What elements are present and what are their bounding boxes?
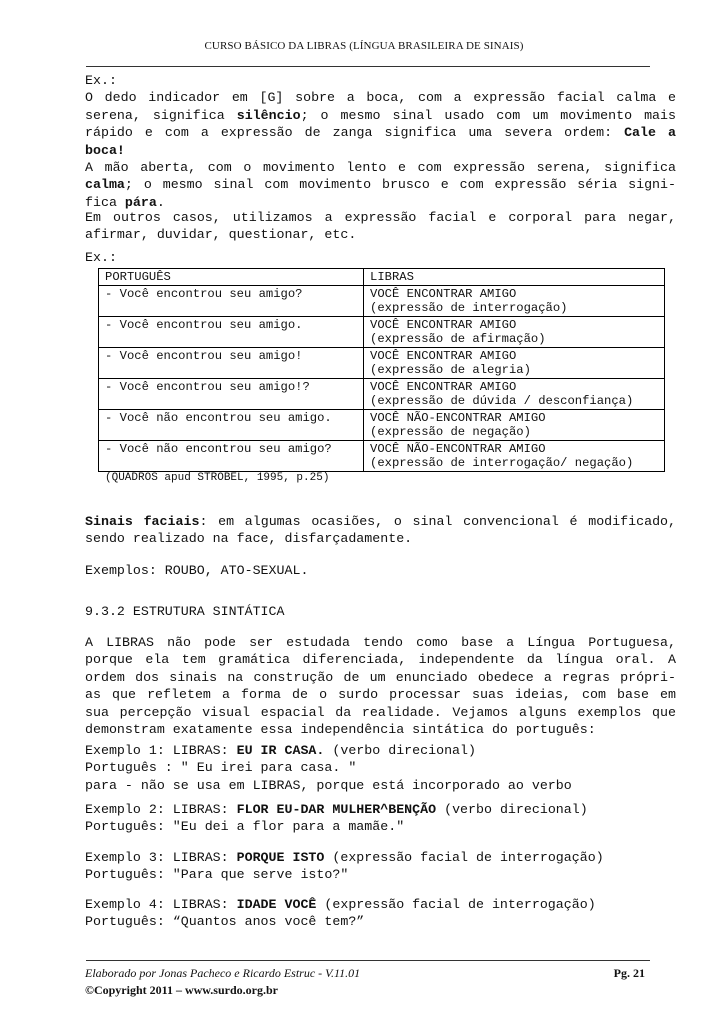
libras-cell: VOCÊ ENCONTRAR AMIGO (expressão de dúvida / desconfiança) (364, 379, 665, 410)
text-line: afirmar, duvidar, questionar, etc. (85, 227, 357, 243)
emphasis: silêncio (236, 107, 301, 123)
example-3: Exemplo 3: LIBRAS: PORQUE ISTO (expressão facial de interrogação) Português: "Para que serve isto?" (85, 850, 604, 883)
paragraph-exemplos (85, 562, 676, 579)
portugues-cell: - Você não encontrou seu amigo. (99, 410, 364, 441)
portugues-cell: - Você não encontrou seu amigo? (99, 441, 364, 472)
header-rule (86, 66, 650, 67)
text-line: fica pára. (85, 194, 165, 210)
table-row (99, 410, 665, 441)
portugues-cell: - Você encontrou seu amigo. (99, 317, 364, 348)
libras-cell: VOCÊ NÃO-ENCONTRAR AMIGO (expressão de negação) (364, 410, 665, 441)
libras-gloss: FLOR EU-DAR MULHER^BENÇÃO (236, 802, 437, 817)
text-line: porque ela tem gramática diferenciada, independente da língua oral. A (85, 652, 676, 668)
emphasis: Cale a (624, 125, 676, 141)
table-row (99, 286, 665, 317)
libras-cell: VOCÊ NÃO-ENCONTRAR AMIGO (expressão de interrogação/ negação) (364, 441, 665, 472)
emphasis: pára (124, 194, 157, 210)
emphasis: calma (85, 177, 125, 193)
emphasis: boca! (85, 142, 125, 158)
portugues-cell: - Você encontrou seu amigo!? (99, 379, 364, 410)
footer-credit: Elaborado por Jonas Pacheco e Ricardo Estruc - V.11.01 (85, 966, 361, 980)
paragraph-sinais-faciais (85, 513, 676, 548)
expression-table (98, 268, 665, 472)
example-1: Exemplo 1: LIBRAS: EU IR CASA. (verbo direcional) Português : " Eu irei para casa. " para - não se usa em LIBRAS, porque está incorporado ao verbo (85, 743, 572, 793)
libras-cell: VOCÊ ENCONTRAR AMIGO (expressão de afirmação) (364, 317, 665, 348)
libras-gloss: PORQUE ISTO (236, 850, 325, 865)
text-line: as que refletem a forma de o surdo processar suas ideias, com base em (85, 687, 676, 703)
example-2: Exemplo 2: LIBRAS: FLOR EU-DAR MULHER^BENÇÃO (verbo direcional) Português: "Eu dei a flor para a mamãe." (85, 802, 588, 835)
paragraph-estrutura (85, 634, 676, 738)
text-line: demonstram exatamente essa independência sintática do português: (85, 722, 596, 738)
libras-cell: VOCÊ ENCONTRAR AMIGO (expressão de alegria) (364, 348, 665, 379)
text-line: O dedo indicador em [G] sobre a boca, com a expressão facial calma e (85, 90, 676, 106)
emphasis: Sinais faciais (85, 514, 200, 529)
paragraph-ex (85, 249, 676, 266)
text-line: Exemplos: ROUBO, ATO-SEXUAL. (85, 563, 309, 578)
ex-label: Ex.: (85, 73, 117, 88)
ex-label: Ex.: (85, 250, 117, 265)
table-row (99, 348, 665, 379)
example-4: Exemplo 4: LIBRAS: IDADE VOCÊ (expressão facial de interrogação) Português: “Quantos anos você tem?” (85, 897, 596, 930)
table-header-row (99, 269, 665, 286)
table-citation: (QUADROS apud STROBEL, 1995, p.25) (105, 472, 330, 484)
text-line: calma; o mesmo sinal com movimento brusco e com expressão séria signi- (85, 177, 676, 193)
column-header-libras: LIBRAS (364, 269, 665, 286)
libras-cell: VOCÊ ENCONTRAR AMIGO (expressão de interrogação) (364, 286, 665, 317)
text-line: serena, significa silêncio; o mesmo sinal usado com um movimento mais (85, 107, 676, 123)
portugues-cell: - Você encontrou seu amigo? (99, 286, 364, 317)
text-line: Sinais faciais: em algumas ocasiões, o sinal convencional é modificado, (85, 514, 677, 529)
table-row (99, 317, 665, 348)
footer-copyright: ©Copyright 2011 – www.surdo.org.br (85, 983, 278, 997)
page-header: CURSO BÁSICO DA LIBRAS (LÍNGUA BRASILEIRA DE SINAIS) (204, 40, 524, 52)
text-line: A LIBRAS não pode ser estudada tendo como base a Língua Portuguesa, (85, 635, 676, 650)
portugues-cell: - Você encontrou seu amigo! (99, 348, 364, 379)
table-row (99, 379, 665, 410)
libras-gloss: IDADE VOCÊ (236, 897, 317, 912)
footer-rule (86, 960, 650, 961)
paragraph-outros-casos (85, 209, 676, 244)
text-line: sendo realizado na face, disfarçadamente. (85, 531, 413, 547)
text-line: rápido e com a expressão de zanga significa uma severa ordem: Cale a (85, 125, 676, 141)
text-line: sua percepção visual espacial da realidade. Vejamos alguns exemplos que (85, 704, 676, 720)
column-header-portugues: PORTUGUÊS (99, 269, 364, 286)
text-line: ordem dos sinais na construção de um enunciado obedece a regras própri- (85, 669, 676, 685)
paragraph-silencio-calma (85, 72, 676, 211)
text-line: Em outros casos, utilizamos a expressão facial e corporal para negar, (85, 210, 676, 225)
table-row (99, 441, 665, 472)
page-number: Pg. 21 (613, 966, 645, 980)
section-title: 9.3.2 ESTRUTURA SINTÁTICA (85, 604, 285, 619)
libras-gloss: EU IR CASA. (236, 743, 325, 758)
page-footer (85, 966, 649, 998)
text-line: A mão aberta, com o movimento lento e com expressão serena, significa (85, 160, 676, 176)
text-line (85, 142, 676, 159)
